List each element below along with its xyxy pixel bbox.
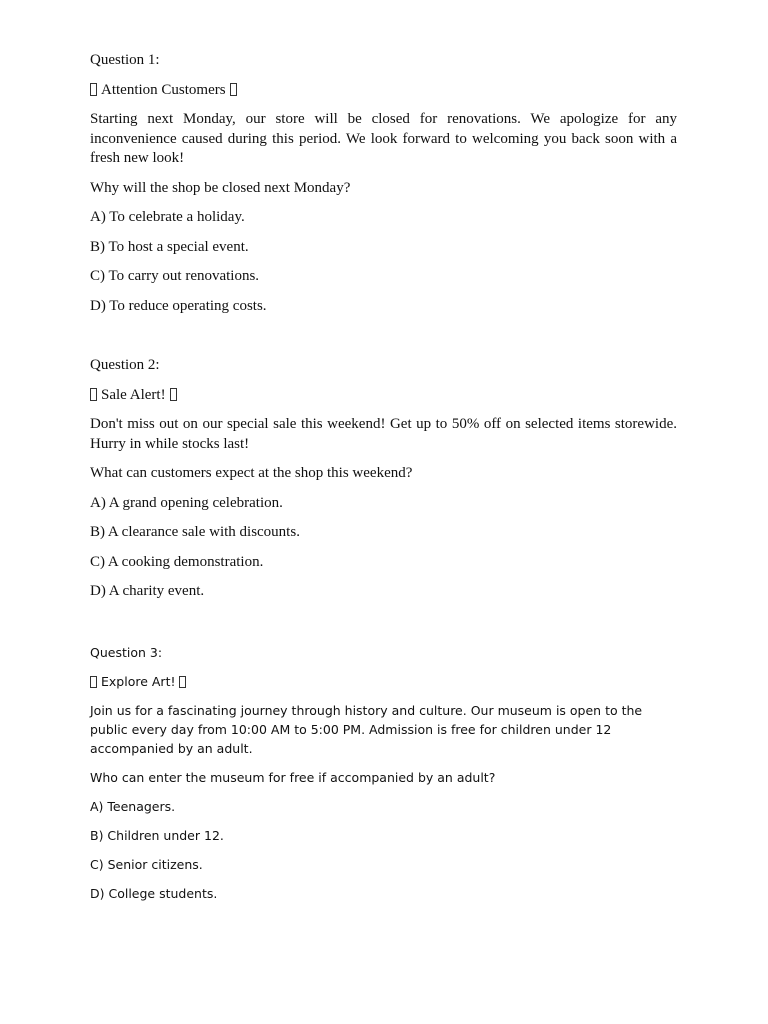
answer-option-a: A) Teenagers.: [90, 799, 176, 814]
notice-passage: Don't miss out on our special sale this weekend! Get up to 50% off on selected items storewide. Hurry in while stocks last!: [90, 416, 677, 452]
answer-option-b: B) To host a special event.: [90, 238, 249, 255]
answer-option-c: C) A cooking demonstration.: [90, 553, 264, 570]
question-label: Question 1:: [90, 52, 160, 68]
emoji-placeholder-icon: [90, 83, 97, 96]
answer-option-d: D) College students.: [90, 886, 218, 901]
question-prompt: What can customers expect at the shop this weekend?: [90, 465, 413, 481]
notice-heading: [90, 672, 677, 691]
answer-option-a: A) A grand opening celebration.: [90, 494, 283, 511]
emoji-placeholder-icon: [90, 388, 97, 401]
question-label: Question 3:: [90, 645, 163, 660]
notice-passage: Starting next Monday, our store will be closed for renovations. We apologize for any inconvenience caused during this period. We look forward to welcoming you back soon with a fresh new look!: [90, 111, 677, 166]
question-2: [90, 356, 677, 602]
notice-passage: Join us for a fascinating journey through history and culture. Our museum is open to the public every day from 10:00 AM to 5:00 PM. Admission is free for children under 12 accompanied by an adult.: [90, 703, 643, 756]
question-prompt: Why will the shop be closed next Monday?: [90, 179, 351, 196]
answer-option-b: B) Children under 12.: [90, 828, 224, 843]
answer-option-b: B) A clearance sale with discounts.: [90, 524, 300, 540]
emoji-placeholder-icon: [179, 676, 186, 688]
emoji-placeholder-icon: [170, 388, 177, 401]
question-3: [90, 643, 677, 903]
notice-heading-text: Explore Art!: [101, 674, 176, 689]
answer-option-c: C) Senior citizens.: [90, 857, 203, 872]
answer-option-a: A) To celebrate a holiday.: [90, 209, 245, 225]
question-label: Question 2:: [90, 357, 160, 373]
emoji-placeholder-icon: [90, 676, 97, 688]
notice-heading-text: Attention Customers: [101, 81, 226, 98]
question-1: [90, 51, 677, 316]
answer-option-c: C) To carry out renovations.: [90, 268, 260, 284]
notice-heading: [90, 81, 677, 101]
question-prompt: Who can enter the museum for free if accompanied by an adult?: [90, 770, 496, 785]
answer-option-d: D) To reduce operating costs.: [90, 297, 267, 314]
notice-heading: [90, 386, 677, 406]
emoji-placeholder-icon: [230, 83, 237, 96]
answer-option-d: D) A charity event.: [90, 583, 205, 599]
notice-heading-text: Sale Alert!: [101, 386, 166, 403]
